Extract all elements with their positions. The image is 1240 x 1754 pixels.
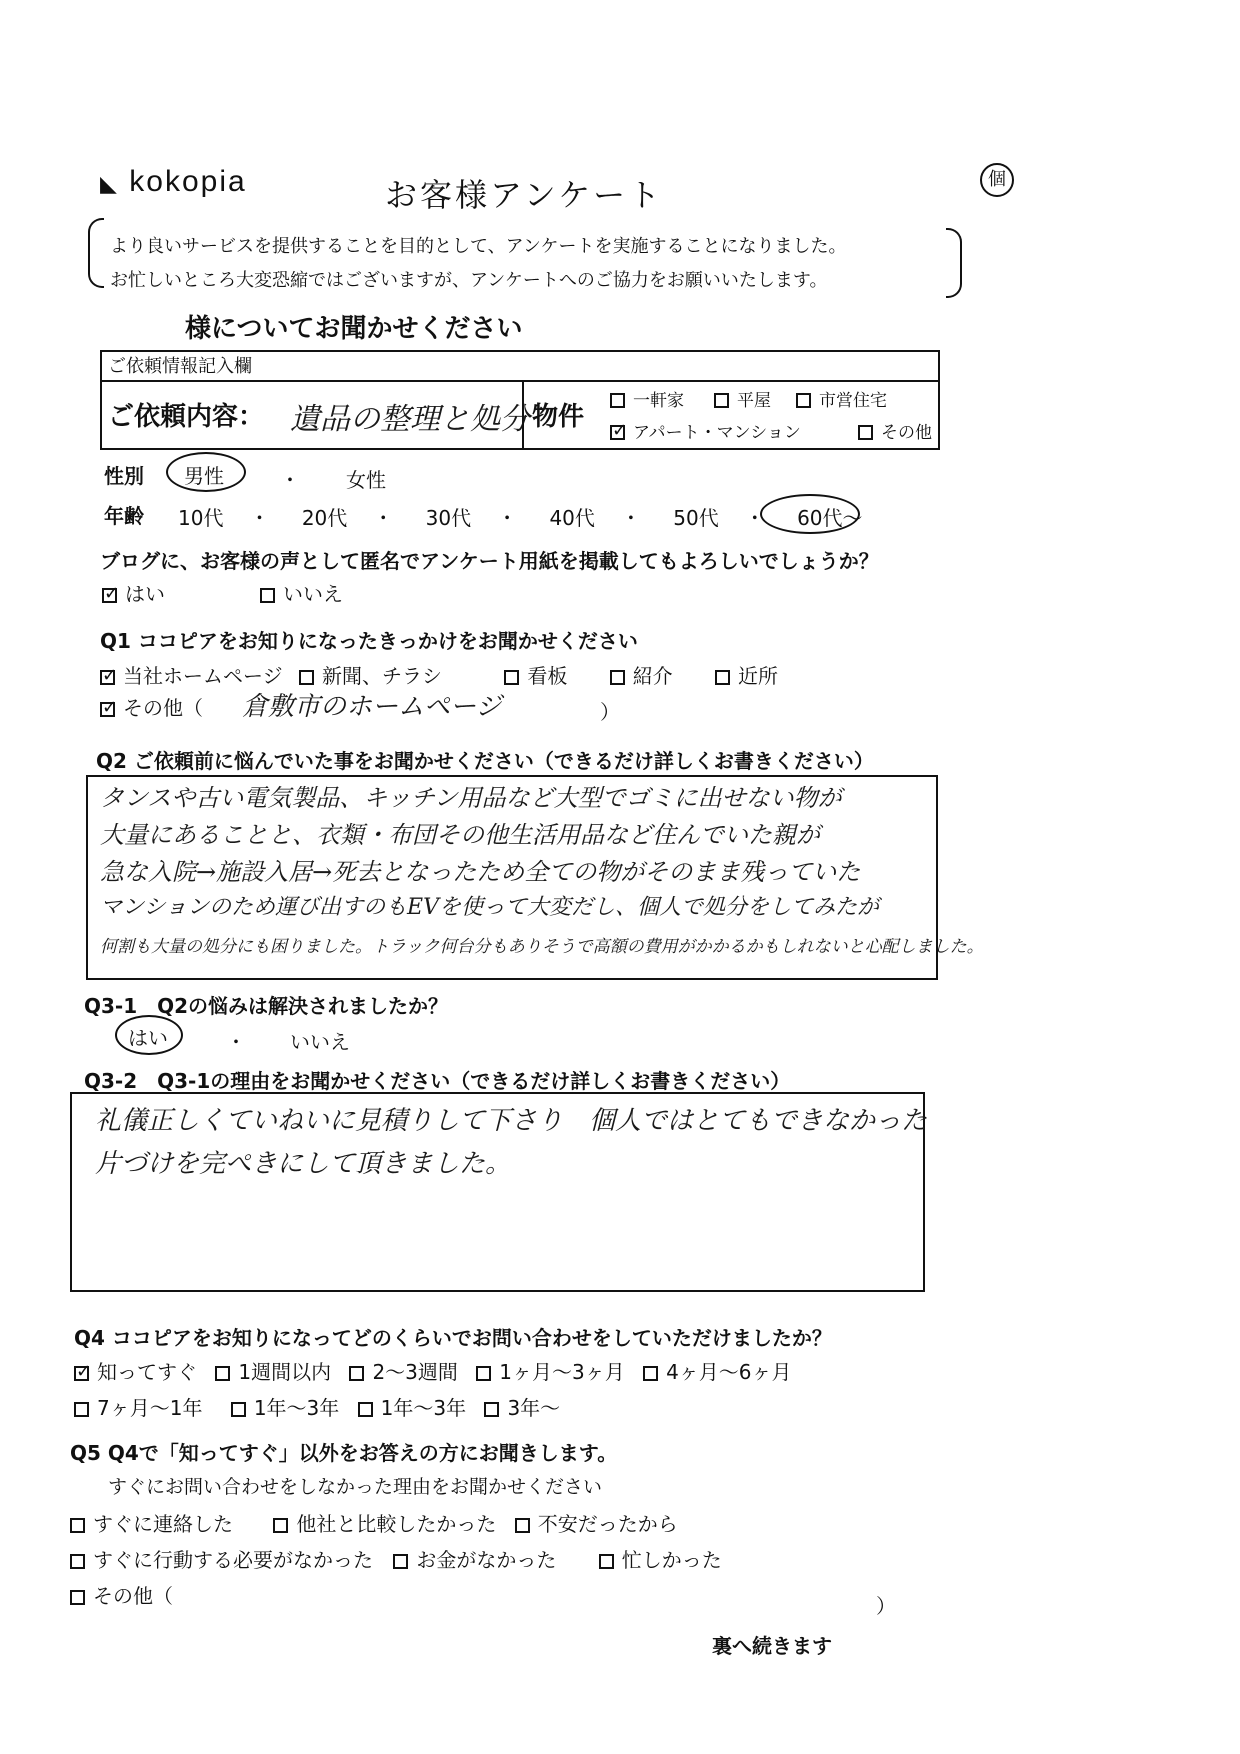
gender-separator: ・	[280, 468, 300, 492]
blog-yes-checkbox[interactable]	[102, 588, 117, 603]
intro-bracket-left	[88, 218, 104, 288]
q1-options-row	[100, 660, 778, 689]
q4-options-row-2	[74, 1392, 560, 1421]
q5-compare-checkbox[interactable]	[273, 1518, 288, 1533]
q5-contacted-checkbox[interactable]	[70, 1518, 85, 1533]
q4-option-1-3years-a[interactable]: 1年〜3年	[231, 1396, 339, 1420]
q4-options-row-1	[74, 1356, 792, 1385]
age-option-50s[interactable]: 50代	[673, 506, 719, 530]
q4-option-4-6months[interactable]: 4ヶ月〜6ヶ月	[643, 1360, 791, 1384]
gender-option-male[interactable]: 男性	[184, 464, 224, 488]
q4-option-7months-1year[interactable]: 7ヶ月〜1年	[74, 1396, 202, 1420]
request-content-label: ご依頼内容：	[108, 402, 265, 432]
q5-options-row-1	[70, 1508, 678, 1537]
intro-line-1: より良いサービスを提供することを目的として、アンケートを実施することになりました。	[110, 236, 847, 257]
q4-1week-checkbox[interactable]	[215, 1366, 230, 1381]
property-house-checkbox[interactable]	[610, 393, 625, 408]
blog-option-no[interactable]: いいえ	[260, 578, 343, 607]
request-property-divider	[522, 380, 524, 450]
continue-note: 裏へ続きます	[712, 1634, 832, 1658]
intro-line-2: お忙しいところ大変恐縮ではございますが、アンケートへのご協力をお願いいたします。	[110, 270, 828, 291]
gender-option-female[interactable]: 女性	[346, 468, 386, 492]
q1-option-homepage[interactable]: ✓当社ホームページ	[100, 664, 283, 688]
age-option-20s[interactable]: 20代	[301, 506, 348, 530]
page-title: お客様アンケート	[385, 176, 664, 214]
q5-no-need-checkbox[interactable]	[70, 1554, 85, 1569]
property-apartment-checkbox[interactable]	[610, 425, 625, 440]
blog-question: ブログに、お客様の声として匿名でアンケート用紙を掲載してもよろしいでしょうか？	[100, 549, 879, 573]
q1-homepage-checkbox[interactable]	[100, 670, 115, 685]
q5-option-compare[interactable]: 他社と比較したかった	[273, 1512, 496, 1536]
q1-other-checkbox[interactable]	[100, 702, 115, 717]
gender-label: 性別	[104, 464, 144, 488]
q1-referral-checkbox[interactable]	[610, 670, 625, 685]
q3-2-question: Q3-2 Q3-1の理由をお聞かせください（できるだけ詳しくお書きください）	[84, 1069, 791, 1093]
q4-option-2-3weeks[interactable]: 2〜3週間	[349, 1360, 457, 1384]
q4-option-1-3months[interactable]: 1ヶ月〜3ヶ月	[476, 1360, 624, 1384]
q3-2-answer-line-2: 片づけを完ぺきにして頂きました。	[95, 1149, 512, 1179]
property-municipal-checkbox[interactable]	[796, 393, 811, 408]
q3-2-answer-line-1: 礼儀正しくていねいに見積りして下さり 個人ではとてもできなかった	[95, 1106, 928, 1136]
q1-other-value: 倉敷市のホームページ	[242, 692, 502, 722]
q2-answer-line-5: 何割も大量の処分にも困りました。トラック何台分もありそうで高額の費用がかかるかもしれないと心配しました。	[100, 937, 984, 957]
q5-question: Q5 Q4で「知ってすぐ」以外をお答えの方にお聞きします。	[70, 1441, 618, 1465]
q4-1-3months-checkbox[interactable]	[476, 1366, 491, 1381]
q5-options-row-2	[70, 1544, 722, 1573]
blog-option-yes[interactable]: ✓はい	[102, 578, 165, 607]
q5-anxious-checkbox[interactable]	[515, 1518, 530, 1533]
q5-option-no-need[interactable]: すぐに行動する必要がなかった	[70, 1548, 373, 1572]
logo-mark-icon: ◣	[100, 171, 119, 196]
age-options-row: 10代 ・ 20代 ・ 30代 ・ 40代 ・ 50代 ・ 60代〜	[178, 506, 863, 530]
q1-option-neighbor[interactable]: 近所	[715, 664, 778, 688]
property-option-bungalow[interactable]: 平屋	[714, 386, 771, 411]
q5-busy-checkbox[interactable]	[599, 1554, 614, 1569]
property-option-other[interactable]: その他	[858, 418, 932, 443]
q2-answer-line-2: 大量にあることと、衣類・布団その他生活用品など住んでいた親が	[100, 821, 820, 849]
q2-answer-line-3: 急な入院→施設入居→死去となったため全ての物がそのまま残っていた	[100, 858, 861, 886]
q2-answer-line-1: タンスや古い電気製品、キッチン用品など大型でゴミに出せない物が	[100, 784, 842, 812]
age-option-60s[interactable]: 60代〜	[797, 506, 863, 530]
q4-question: Q4 ココピアをお知りになってどのくらいでお問い合わせをしていただけましたか？	[74, 1326, 832, 1350]
q1-neighbor-checkbox[interactable]	[715, 670, 730, 685]
q4-1-3years-b-checkbox[interactable]	[358, 1402, 373, 1417]
q4-immediately-checkbox[interactable]	[74, 1366, 89, 1381]
request-content-value: 遺品の整理と処分	[290, 402, 530, 437]
intro-bracket-right	[946, 228, 962, 298]
age-option-40s[interactable]: 40代	[549, 506, 595, 530]
q4-option-1week[interactable]: 1週間以内	[215, 1360, 331, 1384]
q4-3years-checkbox[interactable]	[484, 1402, 499, 1417]
q5-no-money-checkbox[interactable]	[393, 1554, 408, 1569]
q4-1-3years-a-checkbox[interactable]	[231, 1402, 246, 1417]
q1-option-other[interactable]: ✓その他（	[100, 692, 203, 721]
request-header-divider	[100, 380, 940, 382]
q5-other-checkbox[interactable]	[70, 1590, 85, 1605]
request-header: ご依頼情報記入欄	[108, 356, 252, 377]
q4-option-3years[interactable]: 3年〜	[484, 1396, 560, 1420]
q5-other-close: ）	[876, 1594, 896, 1618]
property-option-apartment[interactable]: ✓アパート・マンション	[610, 418, 801, 443]
q5-option-contacted[interactable]: すぐに連絡した	[70, 1512, 233, 1536]
q4-4-6months-checkbox[interactable]	[643, 1366, 658, 1381]
q3-1-option-no[interactable]: いいえ	[290, 1030, 350, 1054]
q3-1-option-yes[interactable]: はい	[128, 1026, 168, 1050]
q4-option-1-3years-b[interactable]: 1年〜3年	[358, 1396, 466, 1420]
section-title: 様についてお聞かせください	[185, 314, 523, 344]
property-option-municipal[interactable]: 市営住宅	[796, 386, 887, 411]
q1-option-sign[interactable]: 看板	[504, 664, 567, 688]
blog-no-checkbox[interactable]	[260, 588, 275, 603]
property-bungalow-checkbox[interactable]	[714, 393, 729, 408]
q4-option-immediately[interactable]: ✓知ってすぐ	[74, 1360, 197, 1384]
q1-question: Q1 ココピアをお知りになったきっかけをお聞かせください	[100, 629, 638, 653]
property-option-house[interactable]: 一軒家	[610, 386, 684, 411]
q3-1-question: Q3-1 Q2の悩みは解決されましたか？	[84, 994, 449, 1018]
logo	[100, 165, 247, 199]
q2-answer-line-4: マンションのため運び出すのもEVを使って大変だし、個人で処分をしてみたが	[100, 895, 879, 920]
q1-newspaper-checkbox[interactable]	[299, 670, 314, 685]
property-other-checkbox[interactable]	[858, 425, 873, 440]
q1-other-close: ）	[600, 700, 620, 724]
q5-option-busy[interactable]: 忙しかった	[599, 1548, 722, 1572]
property-label: 物件	[532, 402, 585, 432]
q1-option-newspaper[interactable]: 新聞、チラシ	[299, 664, 442, 688]
age-label: 年齢	[104, 504, 144, 528]
age-option-30s[interactable]: 30代	[425, 506, 472, 530]
q4-2-3weeks-checkbox[interactable]	[349, 1366, 364, 1381]
q3-1-separator: ・	[226, 1030, 246, 1054]
q5-subtitle: すぐにお問い合わせをしなかった理由をお聞かせください	[108, 1476, 603, 1498]
q5-option-no-money[interactable]: お金がなかった	[393, 1548, 556, 1572]
q5-option-anxious[interactable]: 不安だったから	[515, 1512, 678, 1536]
q2-question: Q2 ご依頼前に悩んでいた事をお聞かせください（できるだけ詳しくお書きください）	[96, 749, 874, 773]
q4-7months-1year-checkbox[interactable]	[74, 1402, 89, 1417]
q5-option-other[interactable]: その他（	[70, 1580, 173, 1609]
personal-mark: 個	[980, 163, 1014, 197]
logo-text: kokopia	[129, 165, 247, 198]
q1-option-referral[interactable]: 紹介	[610, 664, 673, 688]
q1-sign-checkbox[interactable]	[504, 670, 519, 685]
age-option-10s[interactable]: 10代	[178, 506, 224, 530]
age-selected-circle	[760, 494, 863, 534]
